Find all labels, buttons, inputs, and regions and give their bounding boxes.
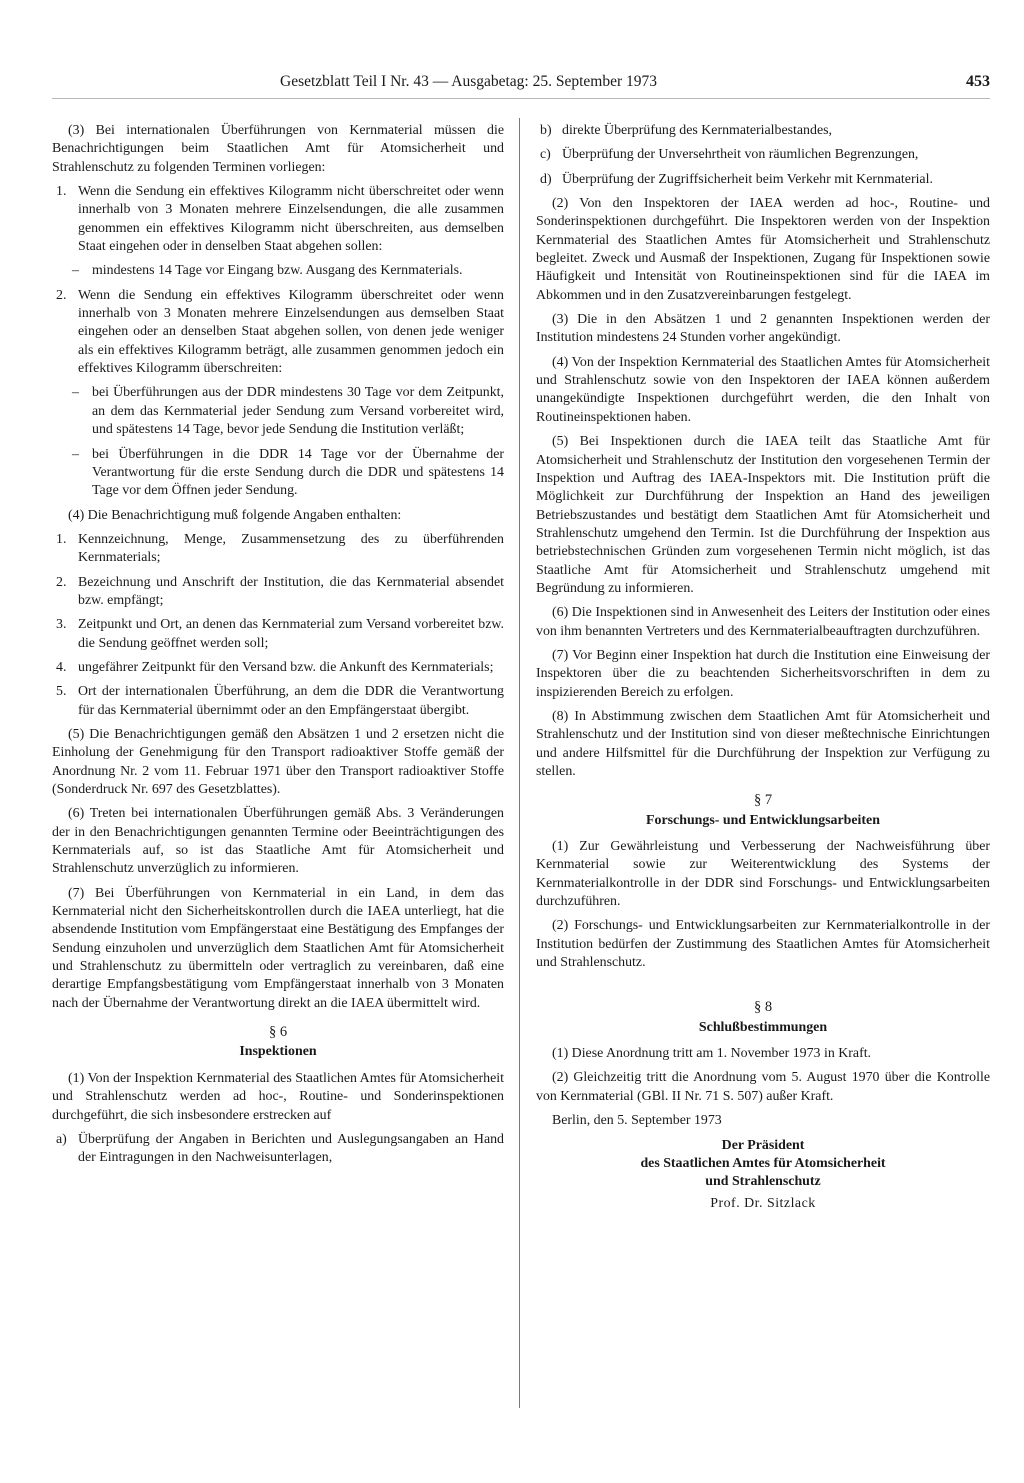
section-7-title: Forschungs- und Entwicklungsarbeiten <box>646 812 880 828</box>
item-text: Wenn die Sendung ein effektives Kilogramm nicht überschreitet oder wenn innerhalb von 3 Monaten mehrere Einzelsendungen, die alle zusammen genommen ein effektives Kilogramm nicht überschreiten, aus demselben Staat eingehen oder in denselben Staat abgehen sollen: <box>78 184 504 255</box>
header-rule <box>52 98 990 99</box>
item-number: 2. <box>56 287 67 303</box>
section-6-paragraph-5: (5) Bei Inspektionen durch die IAEA teilt das Staatliche Amt für Atomsicherheit und Strahlenschutz der Institution den vorgesehenen Termin der Inspektion und Auftrag des IAEA-Inspektors mit. Die Institution prüft die Möglichkeit zur Durchführung der Inspektion an Hand des jeweiligen Betriebszustandes und bestätigt dem Staatlichen Amt für Atomsicherheit und Strahlenschutz umgehend den Termin. Ist die Durchführung der Inspektion aus betriebstechnischen Gründen zum vorgesehenen Termin nicht möglich, ist das Staatliche Amt für Atomsicherheit und Strahlenschutz umgehend mit Begründung zu informieren. <box>536 434 990 596</box>
section-6-paragraph-7: (7) Vor Beginn einer Inspektion hat durch die Institution eine Einweisung der Inspektoren über die zu beachtenden Sicherheitsvorschriften in dem zu inspizierenden Bereich zu erfolgen. <box>536 647 990 700</box>
list-item <box>52 287 504 379</box>
signer-title <box>536 1137 990 1191</box>
list-item <box>52 616 504 653</box>
section-6-paragraph-2: (2) Von den Inspektoren der IAEA werden ad hoc-, Routine- und Sonderinspektionen durchgeführt. Die Inspektoren werden von der Inspektion Kernmaterial des Staatlichen Amtes für Atomsicherheit und Strahlenschutz begleitet. Zweck und Ausmaß der Inspektionen, Zugang für Inspektionen sowie Häufigkeit und Intensität von Routineinspektionen sind für die IAEA im Abkommen und in den Zusatzvereinbarungen festgelegt. <box>536 196 990 303</box>
item-text: Überprüfung der Unversehrtheit von räumlichen Begrenzungen, <box>562 147 919 163</box>
list-item <box>52 574 504 611</box>
list-item <box>536 171 990 189</box>
dash-text: mindestens 14 Tage vor Eingang bzw. Ausgang des Kernmaterials. <box>92 263 463 279</box>
item-number: 1. <box>56 184 67 200</box>
list-item <box>52 183 504 256</box>
right-column <box>536 122 990 1213</box>
item-text: direkte Überprüfung des Kernmaterialbestandes, <box>562 123 832 138</box>
signer-line: des Staatlichen Amtes für Atomsicherheit <box>640 1155 886 1171</box>
paragraph-7: (7) Bei Überführungen von Kernmaterial in ein Land, in dem das Kernmaterial nicht den Sicherheitskontrollen durch die IAEA unterliegt, hat die absendende Institution vom Empfängerstaat eine Bestätigung des Empfanges der Sendung einzuholen und unverzüglich dem Staatlichen Amt für Atomsicherheit und Strahlenschutz zu übermitteln oder vertraglich zu vereinbaren, daß eine derartige Empfangsbestätigung vom Empfängerstaat innerhalb von 3 Monaten nach der Übernahme der Verantwortung direkt an die IAEA übermittelt wird. <box>52 885 504 1011</box>
item-number: 1. <box>56 531 67 547</box>
item-text: ungefährer Zeitpunkt für den Versand bzw. die Ankunft des Kernmaterials; <box>78 659 494 675</box>
dash-icon: – <box>72 385 79 401</box>
section-6-paragraph-1: (1) Von der Inspektion Kernmaterial des Staatlichen Amtes für Atomsicherheit und Strahlenschutz werden ad hoc-, Routine- und Sonderinspektionen durchgeführt, die sich insbesondere erstrecken auf <box>52 1070 504 1123</box>
dash-text: bei Überführungen in die DDR 14 Tage vor der Übernahme der Verantwortung für die erste Sendung durch die DDR und spätestens 14 Tage vor dem Öffnen jeder Sendung. <box>92 446 504 499</box>
paragraph-6: (6) Treten bei internationalen Überführungen gemäß Abs. 3 Veränderungen der in den Benachrichtigungen genannten Termine oder Beeinträchtigungen des Kernmaterials auf, so ist das Staatliche Amt für Atomsicherheit und Strahlenschutz unverzüglich zu informieren. <box>52 806 504 877</box>
section-7-paragraph-2: (2) Forschungs- und Entwicklungsarbeiten zur Kernmaterialkontrolle in der Institution bedürfen der Zustimmung des Staatlichen Amtes für Atomsicherheit und Strahlenschutz. <box>536 918 990 971</box>
page-number: 453 <box>966 73 990 90</box>
item-letter: c) <box>540 147 551 163</box>
paragraph-3-intro: (3) Bei internationalen Überführungen von Kernmaterial müssen die Benachrichtigungen beim Staatlichen Amt für Atomsicherheit und Strahlenschutz zu folgenden Terminen vorliegen: <box>52 123 504 175</box>
column-divider <box>519 118 520 1408</box>
item-text: Bezeichnung und Anschrift der Institution, die das Kernmaterial absendet bzw. empfängt; <box>78 574 504 608</box>
item-number: 5. <box>56 684 67 700</box>
dash-item <box>52 262 504 280</box>
item-number: 3. <box>56 617 67 633</box>
section-7-paragraph-1: (1) Zur Gewährleistung und Verbesserung der Nachweisführung über Kernmaterial sowie zur Weiterentwicklung des Systems der Kernmaterialkontrolle in der DDR sind Forschungs- und Entwicklungsarbeiten durchzuführen. <box>536 839 990 910</box>
item-text: Überprüfung der Zugriffsicherheit beim Verkehr mit Kernmaterial. <box>562 171 933 187</box>
signer-line: und Strahlenschutz <box>705 1173 821 1189</box>
list-item <box>52 531 504 568</box>
section-8-paragraph-2: (2) Gleichzeitig tritt die Anordnung vom 5. August 1970 über die Kontrolle von Kernmaterial (GBl. II Nr. 71 S. 507) außer Kraft. <box>536 1070 990 1104</box>
paragraph-5: (5) Die Benachrichtigungen gemäß den Absätzen 1 und 2 ersetzen nicht die Einholung der Genehmigung für den Transport radioaktiver Stoffe gemäß der Anordnung Nr. 2 vom 11. Februar 1971 über den Transport radioaktiver Stoffe (Sonderdruck Nr. 697 des Gesetzblattes). <box>52 726 504 797</box>
item-text: Ort der internationalen Überführung, an dem die DDR die Verantwortung für das Kernmaterial übernimmt oder an den Empfängerstaat übergibt. <box>78 684 504 718</box>
list-item <box>536 122 990 140</box>
item-number: 2. <box>56 574 67 590</box>
section-8-title: Schlußbestimmungen <box>698 1019 828 1035</box>
section-8-paragraph-1: (1) Diese Anordnung tritt am 1. November 1973 in Kraft. <box>552 1046 872 1062</box>
signer-line: Der Präsident <box>721 1137 805 1153</box>
date-line: Berlin, den 5. September 1973 <box>552 1113 722 1129</box>
header-title: Gesetzblatt Teil I Nr. 43 — Ausgabetag: 25. September 1973 <box>280 73 658 90</box>
section-6-paragraph-4: (4) Von der Inspektion Kernmaterial des Staatlichen Amtes für Atomsicherheit und Strahlenschutz sowie von den Inspektoren der IAEA können außerdem unangekündigte Inspektionen durchgeführt werden, die den Inhalt von Routineinspektionen haben. <box>536 354 990 425</box>
item-letter: a) <box>56 1131 67 1147</box>
section-8-number: § 8 <box>753 999 773 1016</box>
item-letter: b) <box>540 123 552 138</box>
item-letter: d) <box>540 171 552 187</box>
section-6-title: Inspektionen <box>239 1044 317 1060</box>
section-6-number: § 6 <box>268 1024 288 1041</box>
dash-icon: – <box>72 446 79 462</box>
left-column <box>52 122 504 1174</box>
list-item <box>52 1131 504 1168</box>
item-text: Zeitpunkt und Ort, an denen das Kernmaterial zum Versand vorbereitet bzw. die Sendung geöffnet werden soll; <box>78 617 504 651</box>
paragraph-4-intro: (4) Die Benachrichtigung muß folgende Angaben enthalten: <box>68 507 402 523</box>
dash-item <box>52 384 504 439</box>
list-item <box>52 683 504 720</box>
section-6-paragraph-3: (3) Die in den Absätzen 1 und 2 genannten Inspektionen werden der Institution mindestens 24 Stunden vorher angekündigt. <box>536 312 990 346</box>
item-text: Wenn die Sendung ein effektives Kilogramm überschreitet oder wenn innerhalb von 3 Monaten mehrere Einzelsendungen aus demselben Staat eingehen oder an denselben Staat abgehen sollen, von denen jede weniger als ein effektives Kilogramm beträgt, alle zusammen genommen jedoch ein effektives Kilogramm überschreiten: <box>78 287 504 377</box>
list-item <box>52 659 504 677</box>
list-item <box>536 146 990 164</box>
dash-icon: – <box>72 263 79 279</box>
section-7-number: § 7 <box>753 792 773 809</box>
section-6-paragraph-8: (8) In Abstimmung zwischen dem Staatlichen Amt für Atomsicherheit und Strahlenschutz und der Institution sind von dieser meßtechnische Einrichtungen und andere Hilfsmittel für die Durchführung der Inspektion zur Verfügung zu stellen. <box>536 708 990 779</box>
dash-item <box>52 446 504 501</box>
section-6-paragraph-6: (6) Die Inspektionen sind in Anwesenheit des Leiters der Institution oder eines von ihm benannten Vertreters und des Kernmaterialbeauftragten durchzuführen. <box>536 605 990 639</box>
item-text: Kennzeichnung, Menge, Zusammensetzung des zu überführenden Kernmaterials; <box>78 531 504 566</box>
item-text: Überprüfung der Angaben in Berichten und Auslegungsangaben an Hand der Eintragungen in den Nachweisunterlagen, <box>78 1131 504 1166</box>
dash-text: bei Überführungen aus der DDR mindestens 30 Tage vor dem Zeitpunkt, an dem das Kernmaterial jeder Sendung zum Versand vorbereitet wird, und spätestens 14 Tage, bevor jede Sendung die Institution verläßt; <box>92 385 504 438</box>
signer-name: Prof. Dr. Sitzlack <box>710 1195 816 1211</box>
item-number: 4. <box>56 659 67 675</box>
